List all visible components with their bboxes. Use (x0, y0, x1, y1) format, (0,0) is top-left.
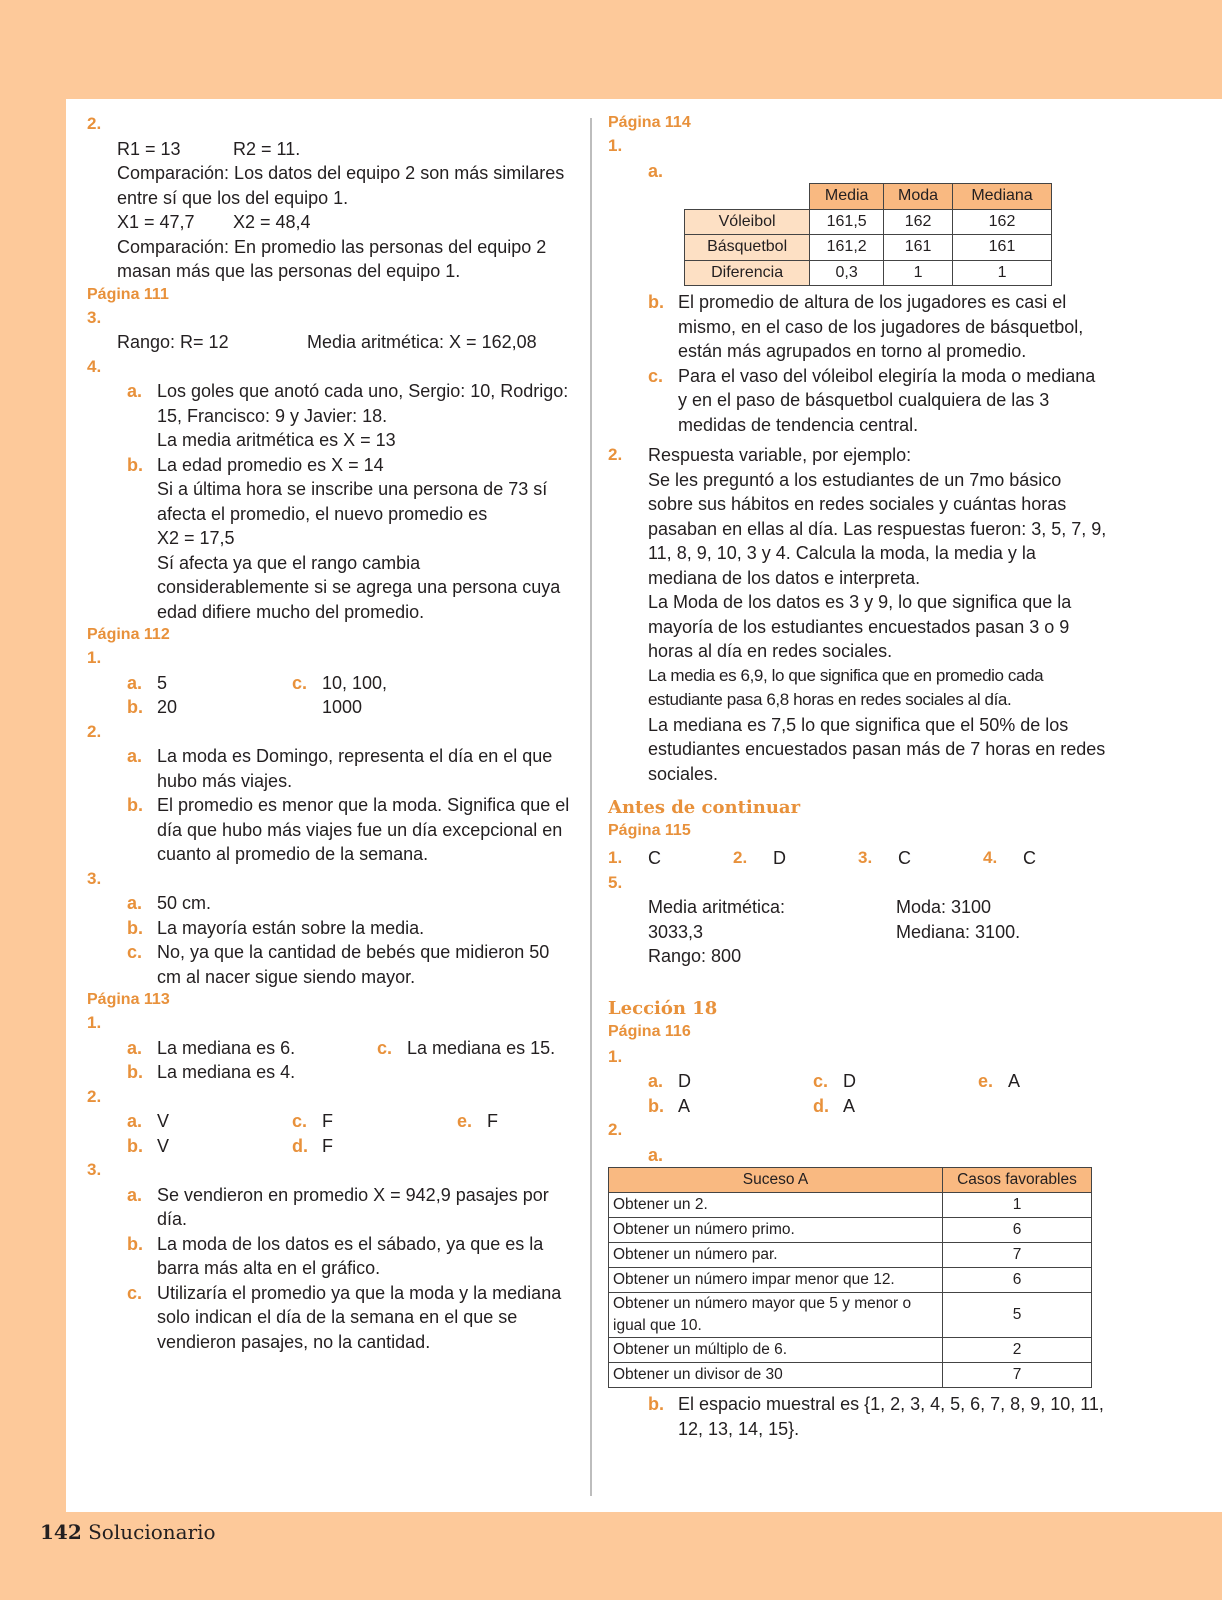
table-row (609, 1268, 1092, 1293)
question-number: 1. (608, 1046, 623, 1066)
row-label: Básquetbol (685, 235, 810, 261)
answer-text: 3033,3 (648, 921, 704, 942)
count-cell: 7 (943, 1243, 1092, 1268)
table-row (609, 1193, 1092, 1218)
answer-text: Mediana: 3100. (896, 921, 1021, 942)
answer-text: 10, 100, 1000 (322, 672, 388, 717)
item-letter: b. (127, 795, 143, 815)
right-column (608, 112, 1108, 1441)
events-table (608, 1167, 1092, 1388)
item-letter: a. (127, 1111, 143, 1131)
statistics-table (684, 183, 1052, 286)
comparison-text: Comparación: En promedio las personas del equipo 2 masan más que las personas del equipo 1. (117, 236, 547, 281)
item-letter: b. (127, 1135, 143, 1156)
question-number: 2. (87, 114, 102, 133)
item-letter: b. (127, 697, 143, 717)
table-header: Suceso A (609, 1168, 943, 1193)
count-cell: 2 (943, 1338, 1092, 1363)
answer-text: 20 (157, 697, 178, 717)
column-divider (590, 118, 592, 1496)
table-cell: 162 (884, 209, 953, 235)
answer-text: V (157, 1111, 170, 1131)
answer-text: La moda de los datos es el sábado, ya que es la barra más alta en el gráfico. (157, 1233, 544, 1278)
answer-text: El promedio de altura de los jugadores es casi el mismo, en el caso de los jugadores de básquetbol, están más agrupados en torno al promedio. (678, 292, 1084, 361)
table-header: Media (810, 184, 884, 210)
item-letter: c. (292, 672, 308, 693)
question-number: 1. (87, 1013, 102, 1032)
row-label: Diferencia (685, 260, 810, 286)
answer-text: F (487, 1111, 498, 1131)
table-header: Casos favorables (943, 1168, 1092, 1193)
item-letter: a. (648, 160, 664, 181)
answer-item (87, 379, 577, 453)
item-letter: b. (648, 292, 664, 312)
table-cell: 161 (884, 235, 953, 261)
question-number: 3. (87, 307, 102, 327)
question-number: 2. (608, 1120, 623, 1139)
answer-text: La mediana es 15. (407, 1037, 556, 1058)
answer-text: La Moda de los datos es 3 y 9, lo que significa que la mayoría de los estudiantes encuestados pasan 3 o 9 horas al día en redes sociales. (648, 592, 1072, 661)
mean-x1: X1 = 47,7 (117, 212, 195, 232)
event-cell: Obtener un 2. (609, 1193, 943, 1218)
answer-item (87, 453, 577, 625)
answer-text: D (773, 848, 786, 868)
answer-text: La mediana es 4. (157, 1062, 296, 1082)
section-heading: Antes de continuar (608, 797, 801, 818)
question-number: 2. (87, 1086, 102, 1106)
range-text: Rango: R= 12 (117, 332, 229, 352)
table-row (685, 209, 1052, 235)
page-heading: Página 112 (87, 626, 170, 643)
table-row (609, 1363, 1092, 1388)
answer-text: La mayoría están sobre la media. (157, 917, 425, 938)
comparison-text: Comparación: Los datos del equipo 2 son más similares entre sí que los del equipo 1. (117, 163, 565, 208)
event-cell: Obtener un divisor de 30 (609, 1363, 943, 1388)
mean-text: Media aritmética: X = 162,08 (307, 332, 537, 352)
answer-text: Para el vaso del vóleibol elegiría la moda o mediana y en el paso de básquetbol cualquiera de las 3 medidas de tendencia central. (678, 365, 1096, 435)
page-heading: Página 115 (608, 822, 691, 839)
table-cell: 162 (953, 209, 1052, 235)
page-heading: Página 114 (608, 114, 691, 131)
count-cell: 6 (943, 1268, 1092, 1293)
item-letter: a. (127, 381, 143, 401)
page-heading: Página 116 (608, 1022, 691, 1040)
question-number: 3. (87, 868, 102, 888)
table-header-row (685, 184, 1052, 210)
table-cell: 1 (884, 260, 953, 286)
answer-text: El promedio es menor que la moda. Significa que el día que hubo más viajes fue un día excepcional en cuanto al promedio de la semana. (157, 795, 570, 864)
count-cell: 6 (943, 1218, 1092, 1243)
item-letter: c. (648, 365, 664, 386)
answer-text: La edad promedio es X = 14 (157, 454, 384, 475)
question-number: 2. (87, 721, 102, 741)
table-cell: 161,5 (810, 209, 884, 235)
range-r2: R2 = 11. (233, 138, 301, 159)
count-cell: 5 (943, 1293, 1092, 1338)
answer-text: No, ya que la cantidad de bebés que midieron 50 cm al nacer sigue siendo mayor. (157, 942, 550, 987)
range-r1: R1 = 13 (117, 138, 181, 159)
item-letter: c. (127, 942, 143, 962)
question-number: 1. (87, 648, 102, 667)
mean-x2: X2 = 48,4 (233, 212, 311, 232)
answer-text: La mediana es 7,5 lo que significa que el 50% de los estudiantes encuestados pasan más de 7 horas en redes sociales. (648, 714, 1106, 784)
answer-text: La media es 6,9, lo que significa que en promedio cada estudiante pasa 6,8 horas en redes sociales al día. (648, 665, 1044, 709)
table-cell: 1 (953, 260, 1052, 286)
answer-text: Los goles que anotó cada uno, Sergio: 10, Rodrigo: 15, Francisco: 9 y Javier: 18. (157, 381, 569, 426)
question-number: 1. (608, 848, 623, 867)
answer-text: Respuesta variable, por ejemplo: (648, 445, 912, 465)
answer-text: El espacio muestral es {1, 2, 3, 4, 5, 6, 7, 8, 9, 10, 11, 12, 13, 14, 15}. (678, 1394, 1104, 1439)
answer-text: A (678, 1095, 691, 1116)
item-letter: a. (127, 1184, 143, 1205)
item-letter: a. (127, 672, 143, 693)
answer-text: C (1023, 848, 1036, 868)
page-footer (40, 1520, 216, 1544)
table-header: Mediana (953, 184, 1052, 210)
answer-text: Utilizaría el promedio ya que la moda y la mediana solo indican el día de la semana en el que se vendieron pasajes, no la cantidad. (157, 1282, 562, 1352)
answer-text: F (322, 1135, 333, 1156)
page-number: 142 (40, 1520, 82, 1544)
table-row (609, 1338, 1092, 1363)
answer-text: D (843, 1071, 856, 1091)
answer-text: X2 = 17,5 (157, 528, 235, 548)
answer-text: 5 (157, 672, 168, 693)
question-number: 2. (733, 848, 748, 867)
item-letter: c. (127, 1282, 143, 1303)
table-row (685, 260, 1052, 286)
item-letter: b. (127, 1233, 143, 1254)
answer-text: D (678, 1071, 691, 1091)
item-letter: a. (648, 1144, 664, 1165)
answer-text: Rango: 800 (648, 946, 742, 966)
item-letter: d. (292, 1135, 308, 1156)
answer-text: A (843, 1095, 856, 1116)
item-letter: b. (648, 1394, 664, 1414)
question-number: 4. (87, 356, 102, 376)
item-letter: b. (648, 1095, 664, 1116)
question-number: 3. (87, 1160, 102, 1179)
item-letter: a. (127, 746, 143, 766)
event-cell: Obtener un número primo. (609, 1218, 943, 1243)
answer-text: 50 cm. (157, 893, 212, 913)
question-number: 5. (608, 872, 623, 892)
item-letter: d. (813, 1095, 829, 1116)
answer-text: A (1008, 1071, 1021, 1091)
page-heading: Página 113 (87, 991, 170, 1008)
answer-text: Se vendieron en promedio X = 942,9 pasajes por día. (157, 1184, 549, 1229)
item-letter: a. (127, 1037, 143, 1058)
event-cell: Obtener un múltiplo de 6. (609, 1338, 943, 1363)
answer-text: Moda: 3100 (896, 897, 992, 917)
row-label: Vóleibol (685, 209, 810, 235)
answer-text: La media aritmética es X = 13 (157, 430, 396, 450)
item-letter: e. (978, 1071, 994, 1091)
table-row (609, 1218, 1092, 1243)
answer-text: C (648, 848, 661, 868)
answer-text: Media aritmética: (648, 897, 786, 917)
item-letter: b. (127, 454, 143, 475)
answer-text: Si a última hora se inscribe una persona de 73 sí afecta el promedio, el nuevo promedio es (157, 479, 548, 524)
question-number: 2. (608, 445, 623, 464)
answer-text: F (322, 1111, 333, 1131)
answer-text: V (157, 1135, 170, 1156)
question-number: 4. (983, 848, 998, 867)
answer-text: Sí afecta ya que el rango cambia considerablemente si se agrega una persona cuya edad difiere mucho del promedio. (157, 552, 561, 622)
item-letter: e. (457, 1111, 473, 1131)
table-cell: 0,3 (810, 260, 884, 286)
table-row (685, 235, 1052, 261)
footer-title: Solucionario (88, 1520, 216, 1544)
answer-text: C (898, 848, 911, 868)
table-header: Moda (884, 184, 953, 210)
question-number: 1. (608, 136, 623, 155)
item-letter: c. (813, 1071, 829, 1091)
item-letter: b. (127, 1062, 143, 1082)
table-row (609, 1293, 1092, 1338)
answer-text: La moda es Domingo, representa el día en el que hubo más viajes. (157, 746, 553, 791)
table-cell: 161 (953, 235, 1052, 261)
table-cell: 161,2 (810, 235, 884, 261)
answer-block (87, 137, 577, 284)
item-letter: a. (127, 893, 143, 913)
section-heading: Lección 18 (608, 997, 718, 1019)
event-cell: Obtener un número impar menor que 12. (609, 1268, 943, 1293)
item-letter: c. (292, 1111, 308, 1131)
count-cell: 1 (943, 1193, 1092, 1218)
event-cell: Obtener un número par. (609, 1243, 943, 1268)
item-letter: c. (377, 1037, 393, 1058)
left-column (87, 112, 577, 1354)
event-cell: Obtener un número mayor que 5 y menor o igual que 10. (609, 1293, 943, 1338)
item-letter: a. (648, 1071, 664, 1091)
answer-text: Se les preguntó a los estudiantes de un 7mo básico sobre sus hábitos en redes sociales y cuántas horas pasaban en ellas al día. Las respuestas fueron: 3, 5, 7, 9, 11, 8, 9, 10, 3 y 4. Calcula la moda, la media y la mediana de los datos e interpreta. (648, 469, 1107, 588)
page-heading: Página 111 (87, 285, 169, 303)
answer-text: La mediana es 6. (157, 1037, 296, 1058)
table-row (609, 1243, 1092, 1268)
question-number: 3. (858, 848, 873, 867)
table-header-row (609, 1168, 1092, 1193)
item-letter: b. (127, 917, 143, 938)
count-cell: 7 (943, 1363, 1092, 1388)
